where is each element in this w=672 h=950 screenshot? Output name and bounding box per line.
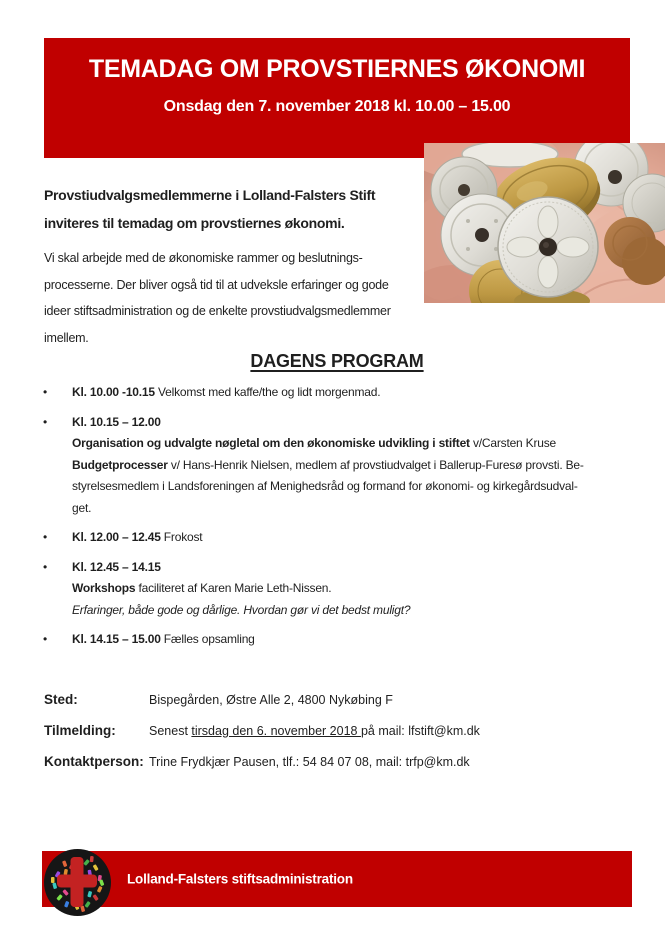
detail-row-sted bbox=[44, 692, 480, 707]
program-line bbox=[72, 527, 640, 549]
program-topic: Budgetprocesser bbox=[72, 457, 168, 472]
intro-body-line: Vi skal arbejde med de økonomiske rammer og beslutnings- bbox=[44, 251, 363, 265]
program-item bbox=[40, 629, 640, 651]
program-text: v/Carsten Kruse bbox=[469, 436, 557, 450]
detail-value-post: på mail: lfstift@km.dk bbox=[360, 724, 480, 738]
program-time: Kl. 10.00 -10.15 bbox=[72, 385, 155, 399]
intro-body-line: imellem. bbox=[44, 330, 89, 345]
intro-body-line: processerne. Der bliver også tid til at udveksle erfaringer og gode bbox=[44, 277, 389, 292]
stift-logo-icon bbox=[43, 848, 112, 917]
coins-photo bbox=[424, 143, 665, 303]
program-text: Frokost bbox=[160, 530, 203, 544]
program-list bbox=[40, 382, 640, 659]
program-line bbox=[72, 412, 640, 434]
deadline-underlined: tirsdag den 6. november 2018 bbox=[191, 724, 361, 738]
program-text: Fælles opsamling bbox=[160, 632, 255, 646]
intro-section bbox=[44, 181, 424, 351]
program-time: Kl. 14.15 – 15.00 bbox=[72, 632, 161, 646]
intro-body bbox=[44, 245, 424, 351]
intro-lead-line: Provstiudvalgsmedlemmerne i Lolland-Falsters Stift bbox=[44, 187, 376, 203]
program-line bbox=[72, 433, 640, 455]
program-topic: Organisation og udvalgte nøgletal om den økonomiske udvikling i stiftet bbox=[72, 436, 470, 450]
program-line bbox=[72, 557, 640, 579]
intro-body-line: ideer stiftsadministration og de enkelte provstiudvalgsmedlemmer bbox=[44, 304, 391, 318]
program-item bbox=[40, 527, 640, 549]
detail-value: Trine Frydkjær Pausen, tlf.: 54 84 07 08, mail: trfp@km.dk bbox=[149, 755, 470, 769]
bullet-icon: • bbox=[43, 530, 48, 544]
program-note: Erfaringer, både gode og dårlige. Hvordan gør vi det bedst muligt? bbox=[72, 602, 411, 617]
program-text: v/ Hans-Henrik Nielsen, medlem af provstiudvalget i Ballerup-Furesø provsti. Be- bbox=[167, 457, 584, 472]
event-date: Onsdag den 7. november 2018 kl. 10.00 – 15.00 bbox=[163, 98, 511, 115]
detail-label: Kontaktperson: bbox=[44, 754, 144, 769]
program-line: get. bbox=[72, 500, 92, 515]
page-title: TEMADAG OM PROVSTIERNES ØKONOMI bbox=[88, 55, 586, 83]
program-text: faciliteret af Karen Marie Leth-Nissen. bbox=[135, 581, 332, 595]
program-time: Kl. 10.15 – 12.00 bbox=[72, 414, 161, 429]
program-time: Kl. 12.00 – 12.45 bbox=[72, 530, 161, 544]
program-time: Kl. 12.45 – 14.15 bbox=[72, 559, 161, 574]
program-item bbox=[40, 412, 640, 520]
program-line bbox=[72, 455, 640, 477]
bullet-icon: • bbox=[43, 385, 48, 399]
program-line bbox=[72, 578, 640, 600]
header-banner bbox=[44, 38, 630, 158]
details-section bbox=[44, 692, 480, 785]
detail-label: Tilmelding: bbox=[44, 723, 116, 738]
detail-value: Bispegården, Østre Alle 2, 4800 Nykøbing F bbox=[149, 693, 393, 707]
bullet-icon: • bbox=[43, 559, 48, 574]
intro-lead bbox=[44, 181, 424, 237]
program-text: Velkomst med kaffe/the og lidt morgenmad. bbox=[154, 385, 381, 399]
detail-row-tilmelding bbox=[44, 723, 480, 738]
stift-logo bbox=[43, 848, 112, 917]
program-heading: DAGENS PROGRAM bbox=[250, 351, 424, 371]
detail-value-pre: Senest bbox=[149, 724, 192, 738]
detail-row-kontaktperson bbox=[44, 754, 480, 769]
program-item bbox=[40, 382, 640, 404]
program-line bbox=[72, 382, 640, 404]
detail-label: Sted: bbox=[44, 692, 78, 707]
program-line bbox=[72, 629, 640, 651]
intro-lead-line: inviteres til temadag om provstiernes økonomi. bbox=[44, 215, 345, 231]
footer-banner bbox=[42, 851, 632, 907]
coins-photo-illustration bbox=[424, 143, 665, 303]
program-topic: Workshops bbox=[72, 581, 136, 595]
program-line: styrelsesmedlem i Landsforeningen af Menighedsråd og formand for økonomi- og kirkegårdsudval- bbox=[72, 479, 578, 493]
footer-org-name: Lolland-Falsters stiftsadministration bbox=[127, 871, 353, 887]
bullet-icon: • bbox=[43, 632, 48, 646]
bullet-icon: • bbox=[43, 414, 48, 429]
program-item bbox=[40, 557, 640, 622]
